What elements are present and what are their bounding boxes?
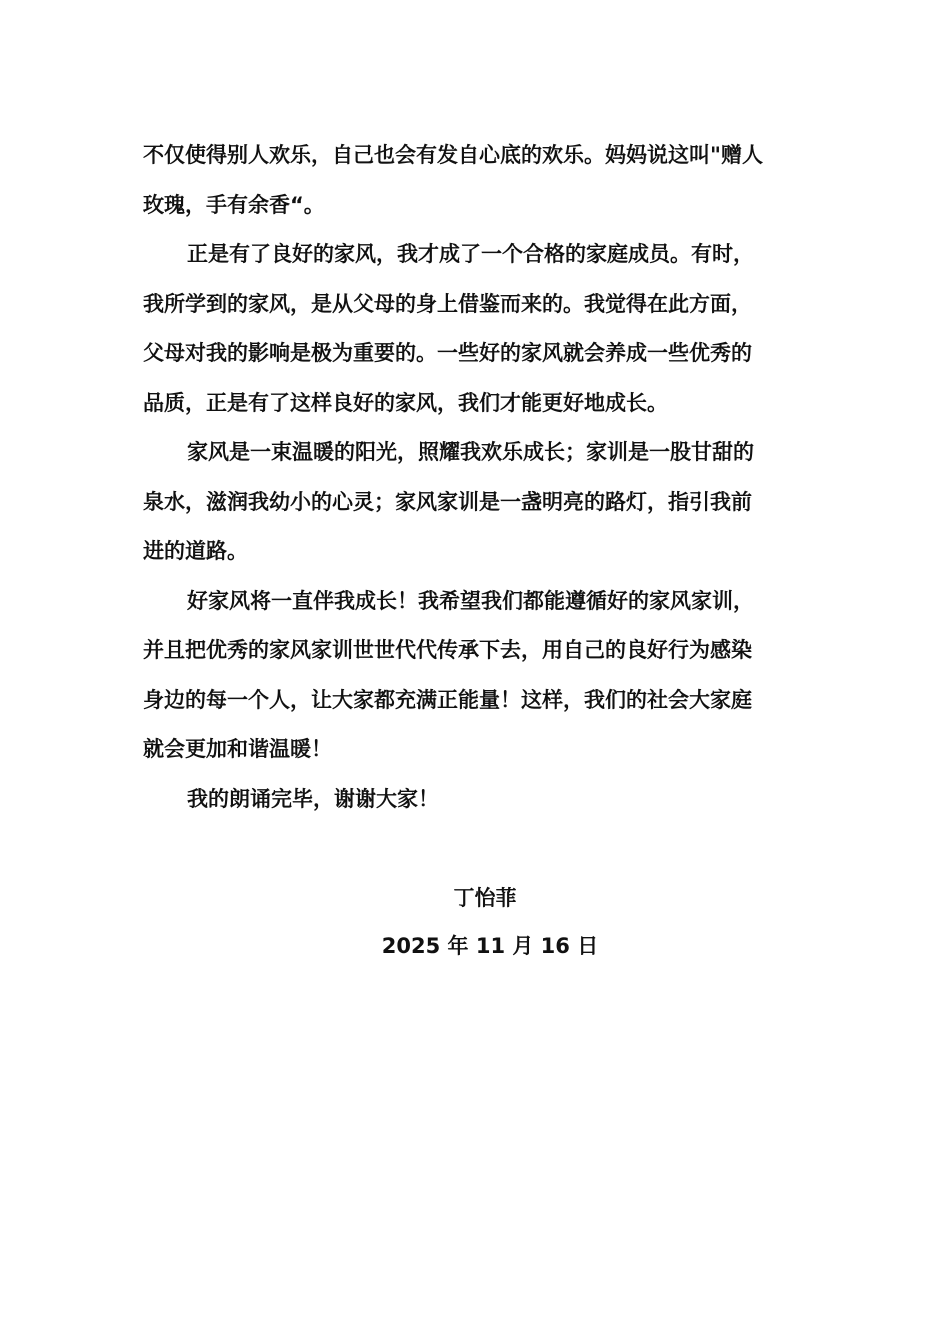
text-line: 身边的每一个人，让大家都充满正能量！这样，我们的社会大家庭 <box>143 687 752 712</box>
text-line: 进的道路。 <box>143 539 248 563</box>
body-text <box>143 131 807 824</box>
signature-name: 丁怡菲 <box>453 886 517 910</box>
text-line: 泉水，滋润我幼小的心灵；家风家训是一盏明亮的路灯，指引我前 <box>143 489 752 514</box>
paragraph-start-line: 家风是一束温暖的阳光，照耀我欢乐成长；家训是一股甘甜的 <box>187 440 754 464</box>
text-line: 不仅使得别人欢乐，自己也会有发自心底的欢乐。妈妈说这叫"赠人 <box>143 143 763 167</box>
text-line: 父母对我的影响是极为重要的。一些好的家风就会养成一些优秀的 <box>143 341 752 365</box>
paragraph-start-line: 好家风将一直伴我成长！我希望我们都能遵循好的家风家训， <box>187 588 754 613</box>
text-line: 并且把优秀的家风家训世世代代传承下去，用自己的良好行为感染 <box>143 638 752 662</box>
text-line: 品质，正是有了这样良好的家风，我们才能更好地成长。 <box>143 390 668 415</box>
text-line: 就会更加和谐温暖！ <box>143 737 332 761</box>
paragraph-start-line: 我的朗诵完毕，谢谢大家！ <box>187 786 439 811</box>
text-line: 玫瑰，手有余香“。 <box>143 192 325 217</box>
signature-date: 2025 年 11 月 16 日 <box>381 934 599 958</box>
paragraph-start-line: 正是有了良好的家风，我才成了一个合格的家庭成员。有时， <box>187 242 754 266</box>
text-line: 我所学到的家风，是从父母的身上借鉴而来的。我觉得在此方面， <box>143 291 752 316</box>
